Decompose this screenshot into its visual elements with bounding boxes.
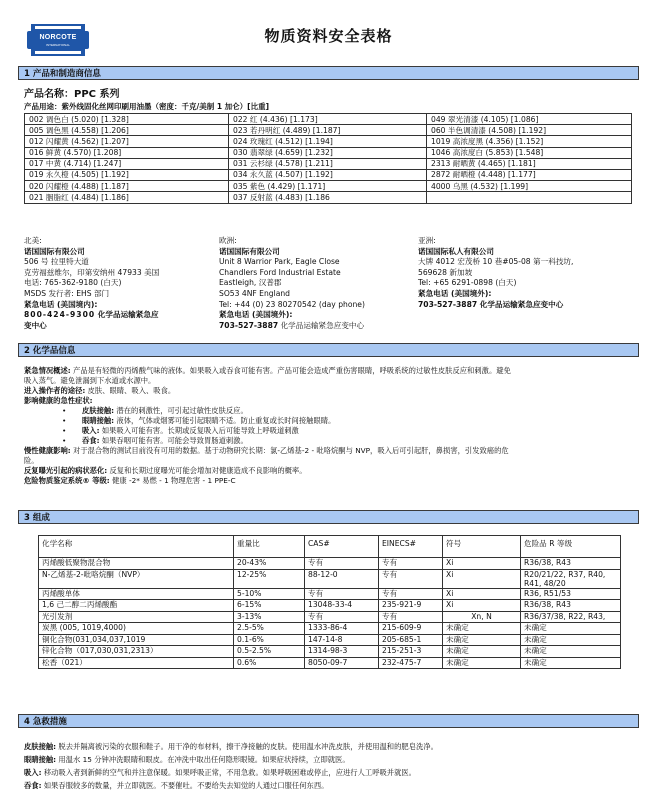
composition-cell: 205-685-1: [379, 634, 443, 646]
composition-cell: 1314-98-3: [305, 646, 379, 658]
effect-text: 液体，气体或烟雾可能引起眼睛不适。防止重复或长时间接触眼睛。: [114, 416, 336, 425]
composition-row: [39, 657, 621, 669]
emergency-tail: 化学品运输紧急应: [95, 310, 159, 320]
emergency-overview: [24, 366, 639, 406]
product-use: 产品用途：紫外线固化丝网印刷用油墨（密度：千克/美制 1 加仑）[比重]: [24, 102, 270, 111]
composition-cell: 松香（021）: [39, 657, 234, 669]
product-cell: 035 紫色 (4.429) [1.171]: [229, 181, 427, 192]
address-line: 569628 新加坡: [418, 267, 473, 277]
composition-cell: 12-25%: [234, 569, 305, 588]
product-cell: 017 中黄 (4.714) [1.247]: [25, 158, 229, 169]
address-line: Chandlers Ford Industrial Estate: [219, 267, 341, 277]
composition-cell: 光引发剂: [39, 611, 234, 623]
composition-cell: 丙烯酸低聚物混合物: [39, 558, 234, 570]
document-title: 物质资料安全表格: [264, 27, 393, 45]
effect-item: [62, 406, 632, 416]
hmis-label: 危险物质鉴定系统® 等级:: [24, 476, 110, 485]
logo-text: NORCOTE: [39, 34, 77, 41]
section-2-heading: 2 化学品信息: [18, 343, 639, 357]
company-name: 诺国国际私人有限公司: [418, 246, 494, 256]
first-aid-text: 移动吸入者到新鲜的空气和并注意保暖。如果呼吸正常，不用急救。如果呼吸困难或停止，应进行人工呼吸并就医。: [41, 768, 416, 777]
composition-cell: 未确定: [521, 657, 621, 669]
product-cell: 023 若丹明红 (4.489) [1.187]: [229, 125, 427, 136]
first-aid-label: 吸入:: [24, 768, 42, 777]
effect-label: 皮肤接触:: [82, 406, 115, 415]
composition-cell: 未确定: [521, 646, 621, 658]
composition-row: [39, 558, 621, 570]
product-row: [25, 114, 632, 125]
composition-cell: R36/38, R43: [521, 600, 621, 612]
effect-text: 潜在的刺激性，可引起过敏性皮肤反应。: [114, 406, 248, 415]
bullet-icon: •: [62, 426, 67, 435]
chronic-effects: [24, 446, 639, 486]
composition-cell: 2.5-5%: [234, 623, 305, 635]
first-aid-list: [24, 742, 644, 794]
first-aid-label: 眼睛接触:: [24, 755, 57, 764]
bullet-icon: •: [62, 406, 67, 415]
emergency-line: 703-527-3887 化学品运输紧急应变中心: [418, 299, 564, 309]
composition-cell: 未确定: [521, 634, 621, 646]
acute-effects-list: [62, 406, 632, 446]
chronic-label: 慢性健康影响:: [24, 446, 71, 455]
emergency-label: 紧急电话 (美国境内):: [24, 299, 98, 309]
composition-cell: 0.6%: [234, 657, 305, 669]
first-aid-item: [24, 781, 644, 791]
msds-issuer: MSDS 发行者: EHS 部门: [24, 288, 110, 298]
product-row: [25, 192, 632, 203]
composition-cell: N-乙烯基-2-吡咯烷酮（NVP）: [39, 569, 234, 588]
composition-cell: R36, R51/53: [521, 588, 621, 600]
product-table: [24, 113, 632, 204]
composition-cell: R36/38, R43: [521, 558, 621, 570]
contact-europe: [219, 236, 419, 331]
product-row: [25, 125, 632, 136]
composition-cell: 专有: [305, 588, 379, 600]
composition-header-row: [39, 536, 621, 558]
composition-cell: R20/21/22, R37, R40, R41, 48/20: [521, 569, 621, 588]
overview-text-2: 吸入蒸气。避免泄漏到下水道或水源中。: [24, 376, 156, 385]
composition-cell: 专有: [379, 569, 443, 588]
overview-text: 产品是有轻微的丙烯酸气味的液体。如果吸入或吞食可能有害。产品可能会造成严重伤害眼睛，呼吸系统的过敏性皮肤反应和刺激。避免: [70, 366, 511, 375]
effect-item: [62, 426, 632, 436]
address-line: 大牌 4012 宏茂桥 10 巷#05-08 第一科技坊,: [418, 257, 574, 267]
composition-row: [39, 623, 621, 635]
effects-label: 影响健康的急性症状:: [24, 396, 93, 405]
chronic-text: 对于混合物的测试目前没有可用的数据。基于动物研究长期：氯-乙烯基-2 - 吡咯烷酮与 NVP，吸入后可引起肝，鼻损害，引发致癌的危: [70, 446, 509, 455]
address-line: 克劳福兹维尔，印第安纳州 47933 美国: [24, 267, 160, 277]
first-aid-text: 如果吞服较多的数量，并立即就医。不要催吐。不要给失去知觉的人通过口服任何东西。: [41, 781, 329, 790]
composition-cell: 6-15%: [234, 600, 305, 612]
composition-cell: 专有: [379, 611, 443, 623]
composition-cell: Xi: [443, 569, 521, 588]
emergency-number: 703-527-3887: [219, 320, 279, 330]
composition-cell: 未确定: [443, 623, 521, 635]
effect-label: 眼睛接触:: [82, 416, 115, 425]
composition-cell: 专有: [305, 558, 379, 570]
product-cell: 1046 高浓度白 (5.853) [1.548]: [427, 147, 632, 158]
address-line: Unit 8 Warrior Park, Eagle Close: [219, 257, 340, 267]
product-cell: 034 永久蓝 (4.507) [1.192]: [229, 169, 427, 180]
product-cell: 012 闪耀黄 (4.562) [1.207]: [25, 136, 229, 147]
product-cell: 031 云杉绿 (4.578) [1.211]: [229, 158, 427, 169]
effect-label: 吞食:: [82, 436, 100, 445]
region-label: 北美:: [24, 236, 42, 245]
aggravated-label: 反复曝光引起的病状恶化:: [24, 466, 108, 475]
product-cell: 060 半色调清漆 (4.508) [1.192]: [427, 125, 632, 136]
product-cell: 022 红 (4.436) [1.173]: [229, 114, 427, 125]
composition-cell: 215-251-3: [379, 646, 443, 658]
product-cell: 002 调色白 (5.020) [1.328]: [25, 114, 229, 125]
logo-subtext: INTERNATIONAL: [46, 43, 70, 47]
product-cell: 020 闪耀橙 (4.488) [1.187]: [25, 181, 229, 192]
composition-row: [39, 646, 621, 658]
first-aid-text: 脱去并隔离被污染的衣服和鞋子。用干净的布材料，擦干净接触的皮肤。使用温水冲洗皮肤，并使用温和的肥皂洗净。: [56, 742, 438, 751]
composition-cell: 8050-09-7: [305, 657, 379, 669]
composition-cell: 0.5-2.5%: [234, 646, 305, 658]
effect-text: 如果吞咽可能有害。可能会导致胃肠道刺激。: [99, 436, 248, 445]
phone: 电话: 765-362-9180 (白天): [24, 278, 122, 288]
composition-cell: Xi: [443, 588, 521, 600]
composition-cell: 专有: [379, 558, 443, 570]
product-cell: 4000 乌黑 (4.532) [1.199]: [427, 181, 632, 192]
region-label: 欧洲:: [219, 236, 237, 245]
composition-cell: R36/37/38, R22, R43,: [521, 611, 621, 623]
emergency-label: 紧急电话 (美国境外):: [219, 310, 293, 320]
composition-cell: 锌化合物（017,030,031,2313）: [39, 646, 234, 658]
product-cell: 024 玫瑰红 (4.512) [1.194]: [229, 136, 427, 147]
product-cell: 037 反射蓝 (4.483) [1.186: [229, 192, 427, 203]
product-cell: 1019 高浓度黑 (4.356) [1.152]: [427, 136, 632, 147]
column-header: 危险品 R 等级: [521, 536, 621, 558]
company-name: 诺国国际有限公司: [24, 246, 85, 256]
product-cell: [427, 192, 632, 203]
composition-cell: 1333-86-4: [305, 623, 379, 635]
column-header: EINECS#: [379, 536, 443, 558]
composition-cell: 专有: [379, 588, 443, 600]
product-cell: 021 胭脂红 (4.484) [1.186]: [25, 192, 229, 203]
composition-cell: 丙烯酸单体: [39, 588, 234, 600]
product-cell: 019 永久橙 (4.505) [1.192]: [25, 169, 229, 180]
composition-row: [39, 588, 621, 600]
composition-cell: 专有: [305, 611, 379, 623]
composition-cell: 未确定: [521, 623, 621, 635]
first-aid-item: [24, 755, 644, 765]
product-cell: 2872 耐晒橙 (4.448) [1.177]: [427, 169, 632, 180]
effect-item: [62, 436, 632, 446]
first-aid-item: [24, 768, 644, 778]
hmis-text: 健康 -2* 易燃 - 1 物理危害 - 1 PPE-C: [109, 476, 236, 485]
address-line: SO53 4NF England: [219, 288, 290, 298]
address-line: Eastleigh, 汉普郡: [219, 278, 282, 288]
composition-cell: Xi: [443, 600, 521, 612]
product-name: 产品名称：PPC 系列: [24, 89, 120, 100]
product-row: [25, 136, 632, 147]
composition-cell: 0.1-6%: [234, 634, 305, 646]
emergency-tail: 化学品运输紧急应变中心: [278, 320, 365, 330]
composition-cell: 炭黑 (005, 1019,4000): [39, 623, 234, 635]
contact-asia: [418, 236, 643, 310]
section-3-heading: 3 组成: [18, 510, 639, 524]
emergency-number: 800-424-9300: [24, 310, 96, 320]
overview-label: 紧急情况概述:: [24, 366, 71, 375]
company-name: 诺国国际有限公司: [219, 246, 280, 256]
emergency-label: 紧急电话 (美国境外):: [418, 288, 492, 298]
effect-label: 吸入:: [82, 426, 100, 435]
aggravated-text: 反复和长期过度曝光可能会增加对健康造成不良影响的概率。: [107, 466, 307, 475]
column-header: 化学名称: [39, 536, 234, 558]
first-aid-item: [24, 742, 644, 752]
composition-row: [39, 634, 621, 646]
composition-row: [39, 569, 621, 588]
address-line: 506 号 拉里特大道: [24, 257, 89, 267]
composition-cell: 铜化合物(031,034,037,1019: [39, 634, 234, 646]
phone: Tel: +44 (0) 23 80270542 (day phone): [219, 299, 365, 309]
composition-row: [39, 611, 621, 623]
first-aid-label: 皮肤接触:: [24, 742, 57, 751]
section-4-heading: 4 急救措施: [18, 714, 639, 728]
emergency-tail-2: 变中心: [24, 320, 47, 330]
product-row: [25, 158, 632, 169]
composition-cell: 未确定: [443, 634, 521, 646]
composition-cell: 5-10%: [234, 588, 305, 600]
bullet-icon: •: [62, 436, 67, 445]
bullet-icon: •: [62, 416, 67, 425]
contact-north-america: [24, 236, 214, 331]
composition-cell: 20-43%: [234, 558, 305, 570]
composition-cell: 147-14-8: [305, 634, 379, 646]
region-label: 亚洲:: [418, 236, 436, 245]
product-row: [25, 147, 632, 158]
product-row: [25, 169, 632, 180]
section-1-heading: 1 产品和制造商信息: [18, 66, 639, 80]
composition-cell: Xi: [443, 558, 521, 570]
composition-cell: 215-609-9: [379, 623, 443, 635]
composition-cell: 235-921-9: [379, 600, 443, 612]
product-cell: 049 翠光清漆 (4.105) [1.086]: [427, 114, 632, 125]
first-aid-label: 吞食:: [24, 781, 42, 790]
product-cell: 030 翡翠绿 (4.659) [1.232]: [229, 147, 427, 158]
product-cell: 005 调色黑 (4.558) [1.206]: [25, 125, 229, 136]
composition-cell: 3-13%: [234, 611, 305, 623]
composition-row: [39, 600, 621, 612]
routes-text: 皮肤、眼睛、吸入、吸食。: [85, 386, 176, 395]
column-header: 重量比: [234, 536, 305, 558]
phone: Tel: +65 6291-0898 (白天): [418, 278, 517, 288]
composition-cell: 1,6 己二醇二丙烯酸酯: [39, 600, 234, 612]
product-row: [25, 181, 632, 192]
routes-label: 进入操作者的途径:: [24, 386, 86, 395]
chronic-text-2: 险。: [24, 456, 39, 465]
product-cell: 016 鲜黄 (4.570) [1.208]: [25, 147, 229, 158]
first-aid-text: 用温水 15 分钟冲洗眼睛和眼皮。在冲洗中取出任何隐形眼镜。如果症状持续，立即就医。: [56, 755, 350, 764]
product-cell: 2313 耐晒黄 (4.465) [1.181]: [427, 158, 632, 169]
composition-cell: 13048-33-4: [305, 600, 379, 612]
column-header: CAS#: [305, 536, 379, 558]
effect-item: [62, 416, 632, 426]
column-header: 符号: [443, 536, 521, 558]
effect-text: 如果吸入可能有害。长期或反复吸入后可能导致上呼吸道刺激: [99, 426, 299, 435]
composition-cell: 88-12-0: [305, 569, 379, 588]
composition-cell: 232-475-7: [379, 657, 443, 669]
composition-cell: Xn, N: [443, 611, 521, 623]
composition-table: [38, 535, 621, 669]
composition-cell: 未确定: [443, 646, 521, 658]
composition-cell: 未确定: [443, 657, 521, 669]
